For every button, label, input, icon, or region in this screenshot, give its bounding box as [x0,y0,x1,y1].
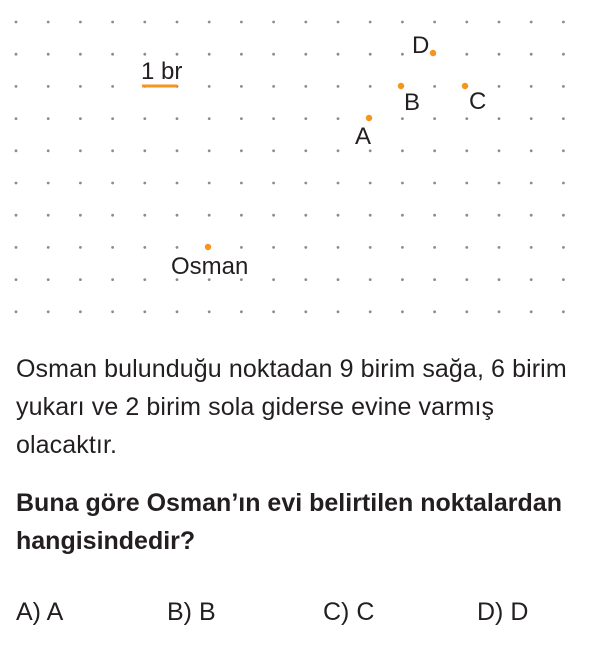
grid-dot [47,310,50,313]
grid-dot [111,117,114,120]
grid-dot [208,310,211,313]
grid-dot [465,53,468,56]
option-b-value: B [198,598,216,626]
grid-dot [208,53,211,56]
grid-dot [79,117,82,120]
grid-dot [143,182,146,185]
question-text: Buna göre Osman’ın evi belirtilen noktalardan hangisindedir? [16,489,562,555]
grid-dot [530,246,533,249]
grid-dot [304,278,307,281]
grid-dot [498,149,501,152]
grid-dot [240,182,243,185]
grid-dot [433,246,436,249]
grid-dot [208,85,211,88]
grid-dot [111,53,114,56]
grid-dot [337,182,340,185]
point-d-label: D [412,32,430,59]
grid-dot [433,85,436,88]
grid-dot [433,182,436,185]
grid-dot [79,53,82,56]
grid-dot [47,214,50,217]
grid-dot [111,85,114,88]
option-a-value: A [46,598,64,626]
grid-dot [530,117,533,120]
grid-dot [79,21,82,24]
grid-dot [208,21,211,24]
grid-dot [433,310,436,313]
grid-dot [111,21,114,24]
grid-dot [433,214,436,217]
grid-dot [240,117,243,120]
grid-dot [79,310,82,313]
grid-dot [337,214,340,217]
grid-dot [465,149,468,152]
grid-dot [433,21,436,24]
option-a[interactable] [16,598,63,627]
grid-dot [240,246,243,249]
grid-dot [530,214,533,217]
grid-dot [304,21,307,24]
grid-dot [47,85,50,88]
grid-dot [401,117,404,120]
grid-dot [562,85,565,88]
grid-dot [143,53,146,56]
grid-dot [530,182,533,185]
grid-dot [79,278,82,281]
grid-dot [143,117,146,120]
point-a-label: A [355,123,372,150]
grid-dot [401,246,404,249]
option-d-letter: D) [477,598,504,626]
problem-statement: Osman bulunduğu noktadan 9 birim sağa, 6 birim yukarı ve 2 birim sola giderse evine varmış olacaktır. [16,355,567,459]
grid-dot [176,149,179,152]
grid-dot [562,310,565,313]
grid-dot [143,278,146,281]
grid-dot [562,246,565,249]
grid-dot [401,21,404,24]
grid-dot [176,21,179,24]
grid-dot [79,85,82,88]
grid-dot [272,85,275,88]
grid-dot [272,21,275,24]
grid-dot [240,21,243,24]
grid-dot [498,278,501,281]
grid-dot [143,21,146,24]
grid-dot [208,117,211,120]
grid-dot [433,117,436,120]
option-a-letter: A) [16,598,41,626]
grid-dot [369,310,372,313]
grid-dot [465,310,468,313]
grid-dot [337,21,340,24]
grid-dot [498,117,501,120]
grid-dot [401,278,404,281]
grid-dot [15,85,18,88]
grid-dot [208,214,211,217]
grid-dot [562,149,565,152]
grid-dot [530,53,533,56]
grid-dot [240,85,243,88]
grid-dot [208,182,211,185]
grid-dot [498,53,501,56]
grid-dot [272,246,275,249]
point-b-label: B [404,89,421,116]
grid-dot [530,310,533,313]
grid-dot [498,21,501,24]
grid-dot [272,149,275,152]
grid-dot [15,310,18,313]
grid-dot [143,214,146,217]
grid-dot [47,246,50,249]
grid-dot [498,310,501,313]
option-b-letter: B) [167,598,192,626]
grid-dot [304,117,307,120]
grid-dot [47,117,50,120]
grid-dot [272,182,275,185]
grid-dot [15,182,18,185]
grid-dot [111,149,114,152]
grid-dot [562,214,565,217]
grid-dot [176,310,179,313]
grid-dot [337,53,340,56]
grid-dot [401,149,404,152]
option-c-letter: C) [323,598,350,626]
grid-dot [433,149,436,152]
grid-dot [433,278,436,281]
grid-dot [562,21,565,24]
grid-dot [79,182,82,185]
grid-dot [465,21,468,24]
grid-dot [15,149,18,152]
grid-dot [79,246,82,249]
grid-dot [47,53,50,56]
point-c-label: C [469,88,487,115]
grid-dot [401,310,404,313]
grid-dot [143,149,146,152]
grid-dot [337,85,340,88]
grid-dot [240,310,243,313]
grid-dot [498,214,501,217]
grid-dot [15,278,18,281]
point-osman-label: Osman [171,253,249,280]
point-c [462,83,468,89]
grid-dot [47,278,50,281]
option-c[interactable] [323,598,374,627]
grid-dot [498,182,501,185]
grid-dot [337,117,340,120]
grid-dot [111,278,114,281]
grid-dot [79,214,82,217]
grid-dot [337,310,340,313]
grid-dot [369,214,372,217]
grid-dot [562,53,565,56]
unit-length-label: 1 br [141,58,183,85]
grid-dot [465,117,468,120]
grid-dot [272,117,275,120]
grid-dot [369,182,372,185]
grid-dot [304,53,307,56]
grid-dot [176,214,179,217]
grid-dot [530,149,533,152]
option-b[interactable] [167,598,216,627]
grid-dot [369,278,372,281]
grid-dot [304,85,307,88]
grid-dot [240,53,243,56]
grid-dot [47,182,50,185]
grid-dot [498,246,501,249]
grid-dot [47,149,50,152]
grid-dot [15,53,18,56]
grid-dot [272,278,275,281]
grid-dot [530,85,533,88]
grid-dot [176,117,179,120]
grid-dot [337,278,340,281]
grid-dot [465,246,468,249]
grid-dot [208,149,211,152]
grid-dot [401,53,404,56]
grid-dot [304,182,307,185]
option-d[interactable] [477,598,528,627]
option-d-value: D [510,598,529,626]
option-c-value: C [356,598,375,626]
grid-dot [79,149,82,152]
grid-dot [15,214,18,217]
grid-dot [530,21,533,24]
grid-dot [304,149,307,152]
grid-dot [562,182,565,185]
grid-dot [176,182,179,185]
grid-dot [530,278,533,281]
grid-dot [562,117,565,120]
grid-dot [304,214,307,217]
grid-dot [401,214,404,217]
grid-dot [369,246,372,249]
point-a [366,115,372,121]
grid-dot [15,117,18,120]
grid-dot [337,149,340,152]
grid-dot [111,214,114,217]
grid-dot [369,85,372,88]
grid-dot [240,149,243,152]
grid-dot [143,310,146,313]
point-d [430,50,436,56]
grid-dot [143,246,146,249]
grid-dot [111,246,114,249]
grid-dot [304,246,307,249]
grid-dot [240,214,243,217]
grid-dot [176,246,179,249]
grid-dot [272,310,275,313]
grid-dot [498,85,501,88]
grid-dot [272,214,275,217]
grid-dot [369,53,372,56]
grid-dot [15,246,18,249]
grid-dot [304,310,307,313]
grid-dots [15,21,565,314]
grid-dot [272,53,275,56]
grid-dot [562,278,565,281]
grid-dot [111,310,114,313]
grid-dot [337,246,340,249]
grid-dot [401,182,404,185]
grid-dot [465,214,468,217]
grid-dot [465,278,468,281]
grid-dot [176,53,179,56]
grid-dot [465,182,468,185]
grid-dot [111,182,114,185]
point-osman [205,244,211,250]
grid-dot [369,21,372,24]
grid-dot [47,21,50,24]
grid-dot [15,21,18,24]
